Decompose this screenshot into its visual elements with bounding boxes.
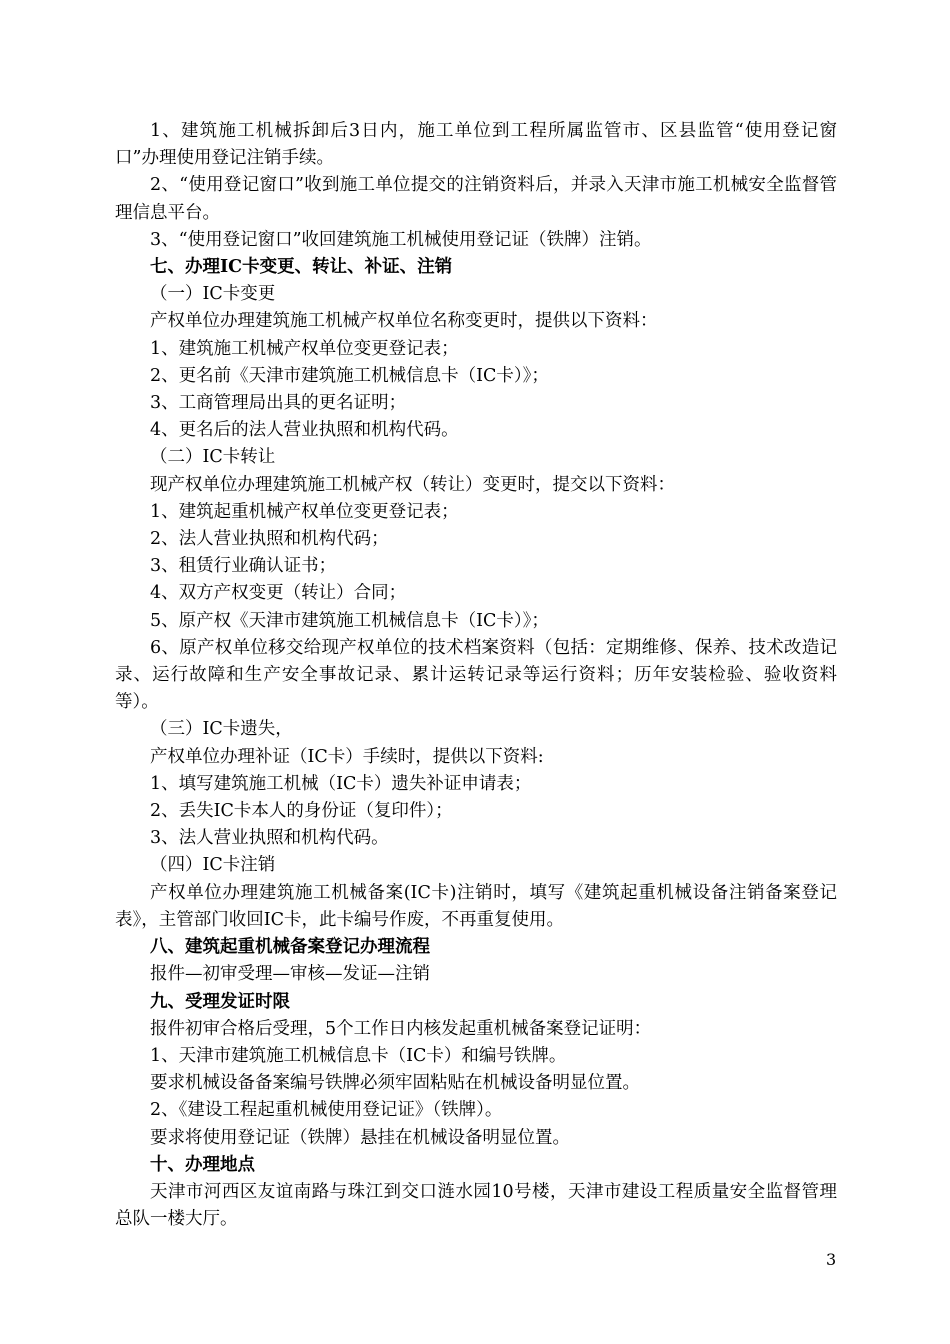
paragraph: 天津市河西区友谊南路与珠江到交口涟水园10号楼，天津市建设工程质量安全监督管理总队一楼大厅。 <box>115 1181 837 1230</box>
paragraph: 要求将使用登记证（铁牌）悬挂在机械设备明显位置。 <box>150 1127 570 1148</box>
paragraph: 产权单位办理建筑施工机械产权单位名称变更时，提供以下资料： <box>150 311 658 332</box>
paragraph: 报件初审合格后受理，5个工作日内核发起重机械备案登记证明： <box>150 1018 652 1039</box>
paragraph: 3、“使用登记窗口”收回建筑施工机械使用登记证（铁牌）注销。 <box>150 229 652 250</box>
list-item: 1、天津市建筑施工机械信息卡（IC卡）和编号铁牌。 <box>150 1045 567 1066</box>
section-heading: 七、办理IC卡变更、转让、补证、注销 <box>150 257 453 278</box>
section-heading: 八、建筑起重机械备案登记办理流程 <box>150 937 430 958</box>
list-item: 2、《建设工程起重机械使用登记证》（铁牌）。 <box>150 1100 503 1121</box>
paragraph: 产权单位办理建筑施工机械备案(IC卡)注销时，填写《建筑起重机械设备注销备案登记表》，主管部门收回IC卡，此卡编号作废，不再重复使用。 <box>115 882 837 930</box>
list-item: 2、法人营业执照和机构代码； <box>150 529 389 550</box>
list-item: 3、工商管理局出具的更名证明； <box>150 393 407 414</box>
list-item: 4、更名后的法人营业执照和机构代码。 <box>150 420 459 441</box>
subsection-heading: （四）IC卡注销 <box>150 855 276 876</box>
list-item: 4、双方产权变更（转让）合同； <box>150 583 407 604</box>
list-item: 1、建筑起重机械产权单位变更登记表； <box>150 501 459 522</box>
list-item: 1、建筑施工机械产权单位变更登记表； <box>150 338 459 359</box>
paragraph: 现产权单位办理建筑施工机械产权（转让）变更时，提交以下资料： <box>150 474 675 495</box>
list-item: 3、租赁行业确认证书； <box>150 556 337 577</box>
list-item: 2、更名前《天津市建筑施工机械信息卡（IC卡）》； <box>150 365 549 386</box>
section-heading: 十、办理地点 <box>150 1154 255 1175</box>
document-body <box>115 118 837 1233</box>
subsection-heading: （三）IC卡遗失， <box>150 719 293 740</box>
page-number: 3 <box>826 1250 837 1269</box>
list-item: 6、原产权单位移交给现产权单位的技术档案资料（包括：定期维修、保养、技术改造记录、运行故障和生产安全事故记录、累计运转记录等运行资料；历年安装检验、验收资料等）。 <box>115 637 837 713</box>
paragraph: 要求机械设备备案编号铁牌必须牢固粘贴在机械设备明显位置。 <box>150 1073 640 1094</box>
paragraph: 产权单位办理补证（IC卡）手续时，提供以下资料: <box>150 746 544 767</box>
paragraph: 1、建筑施工机械拆卸后3日内，施工单位到工程所属监管市、区县监管“使用登记窗口”办理使用登记注销手续。 <box>115 121 837 169</box>
list-item: 3、法人营业执照和机构代码。 <box>150 828 389 849</box>
subsection-heading: （二）IC卡转让 <box>150 447 276 468</box>
paragraph: 报件—初审受理—审核—发证—注销 <box>150 964 430 985</box>
list-item: 2、丢失IC卡本人的身份证（复印件）； <box>150 801 453 822</box>
section-heading: 九、受理发证时限 <box>150 991 290 1012</box>
subsection-heading: （一）IC卡变更 <box>150 284 276 305</box>
paragraph: 2、“使用登记窗口”收到施工单位提交的注销资料后，并录入天津市施工机械安全监督管理信息平台。 <box>115 175 837 223</box>
list-item: 5、原产权《天津市建筑施工机械信息卡（IC卡）》； <box>150 610 549 631</box>
list-item: 1、填写建筑施工机械（IC卡）遗失补证申请表； <box>150 773 532 794</box>
